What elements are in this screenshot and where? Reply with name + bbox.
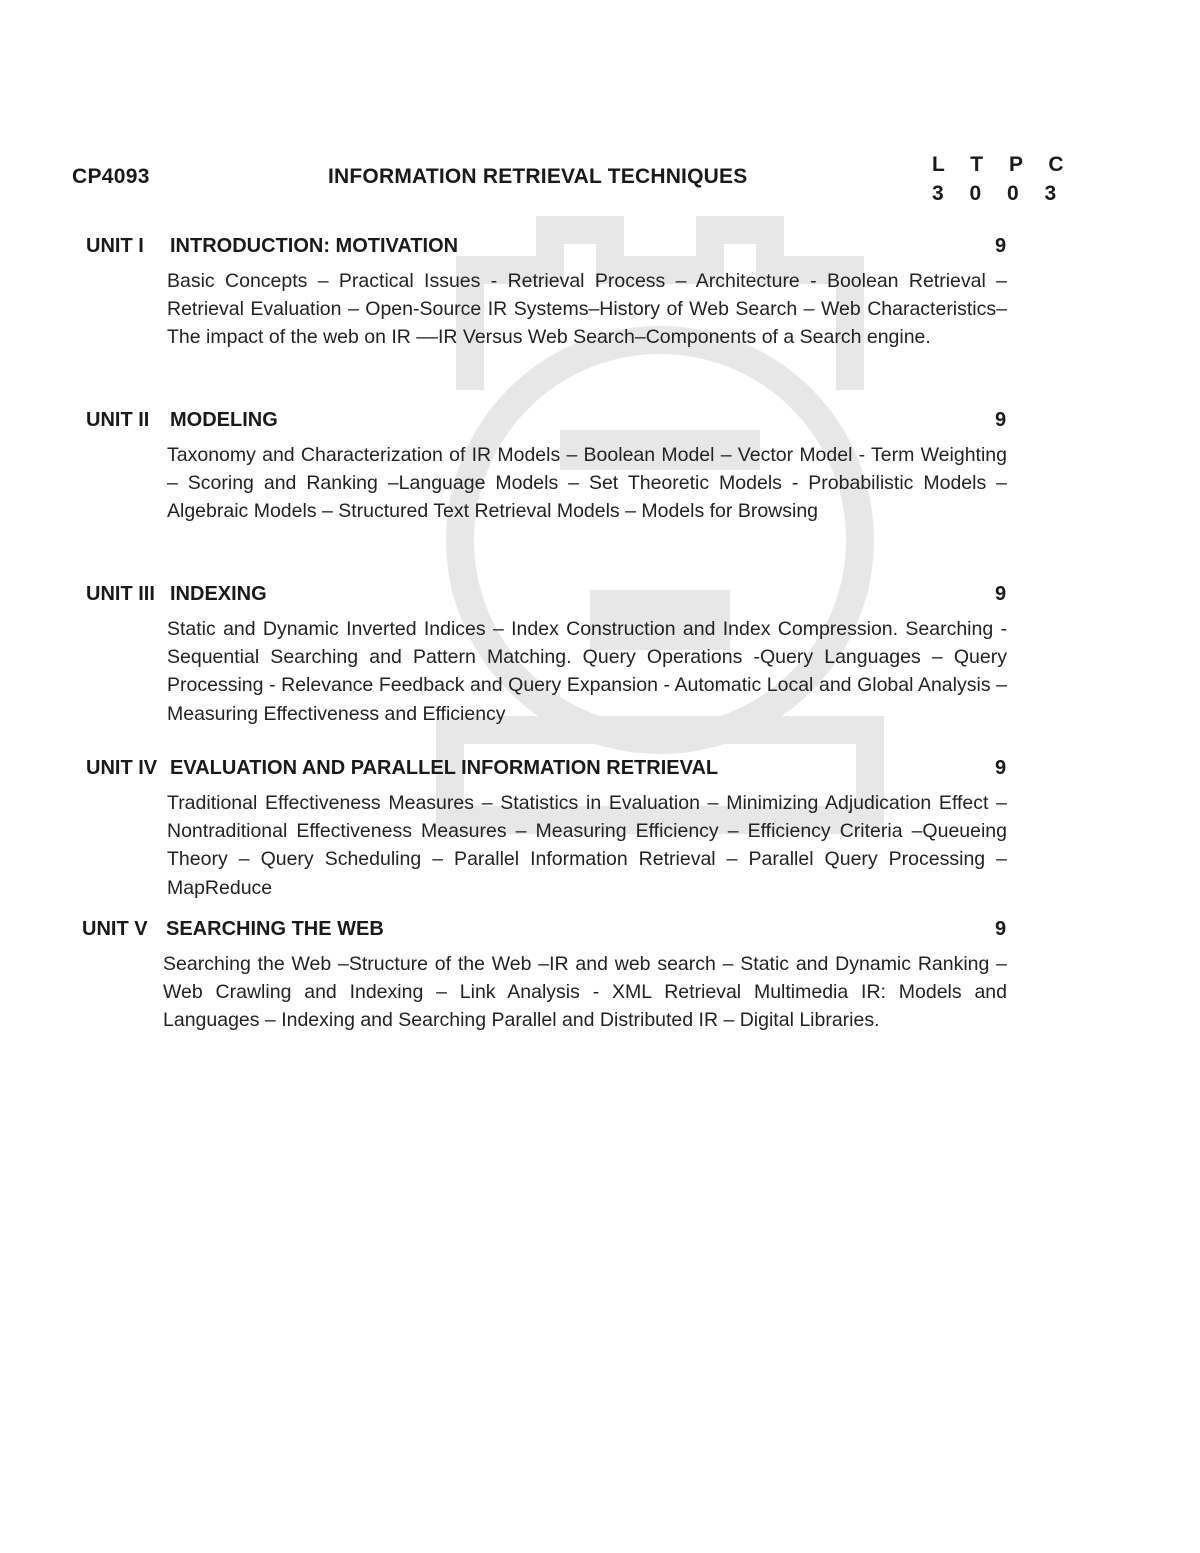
unit-title: MODELING: [170, 409, 278, 431]
unit-label: UNIT V: [82, 918, 148, 940]
unit-title: EVALUATION AND PARALLEL INFORMATION RETRIEVAL: [170, 757, 719, 779]
unit-label: UNIT II: [86, 409, 150, 431]
unit-heading: [0, 409, 1200, 437]
course-header: [0, 150, 1200, 210]
ltpc-block: [932, 150, 1074, 208]
ltpc-values: 3 0 0 3: [932, 182, 1067, 205]
unit-3: [0, 583, 1200, 728]
unit-2: [0, 409, 1200, 526]
ltpc-labels: L T P C: [932, 153, 1074, 176]
unit-title: INDEXING: [170, 583, 267, 605]
unit-label: UNIT III: [86, 583, 155, 605]
unit-content: Searching the Web –Structure of the Web –IR and web search – Static and Dynamic Ranking – Web Crawling and Indexing – Link Analysis - XML Retrieval Multimedia IR: Models and Languages – Indexing and Searching Parallel and Distributed IR – Digital Libraries.: [163, 953, 1007, 1032]
unit-1: [0, 235, 1200, 352]
unit-hours: 9: [995, 757, 1007, 779]
unit-content: Basic Concepts – Practical Issues - Retrieval Process – Architecture - Boolean Retrieval – Retrieval Evaluation – Open-Source IR Systems–History of Web Search – Web Characteristics–The impact of the web on IR ––IR Versus Web Search–Components of a Search engine.: [167, 270, 1007, 349]
unit-label: UNIT IV: [86, 757, 158, 779]
unit-heading: [0, 757, 1200, 785]
unit-content: Traditional Effectiveness Measures – Statistics in Evaluation – Minimizing Adjudication Effect – Nontraditional Effectiveness Measures – Measuring Efficiency – Efficiency Criteria –Queueing Theory – Query Scheduling – Parallel Information Retrieval – Parallel Query Processing – MapReduce: [167, 792, 1007, 899]
course-title: INFORMATION RETRIEVAL TECHNIQUES: [328, 165, 748, 188]
unit-hours: 9: [995, 918, 1007, 940]
unit-label: UNIT I: [86, 235, 144, 257]
unit-hours: 9: [995, 583, 1007, 605]
unit-4: [0, 757, 1200, 902]
course-code: CP4093: [72, 165, 150, 188]
unit-hours: 9: [995, 235, 1007, 257]
unit-hours: 9: [995, 409, 1007, 431]
unit-heading: [0, 235, 1200, 263]
unit-5: [0, 918, 1200, 1035]
unit-content: Taxonomy and Characterization of IR Models – Boolean Model – Vector Model - Term Weighting – Scoring and Ranking –Language Models – Set Theoretic Models - Probabilistic Models – Algebraic Models – Structured Text Retrieval Models – Models for Browsing: [167, 444, 1007, 523]
unit-title: INTRODUCTION: MOTIVATION: [170, 235, 459, 257]
unit-content: Static and Dynamic Inverted Indices – Index Construction and Index Compression. Searching - Sequential Searching and Pattern Matching. Query Operations -Query Languages – Query Processing - Relevance Feedback and Query Expansion - Automatic Local and Global Analysis – Measuring Effectiveness and Efficiency: [167, 618, 1007, 725]
unit-title: SEARCHING THE WEB: [166, 918, 384, 940]
unit-heading: [0, 583, 1200, 611]
unit-heading: [0, 918, 1200, 946]
